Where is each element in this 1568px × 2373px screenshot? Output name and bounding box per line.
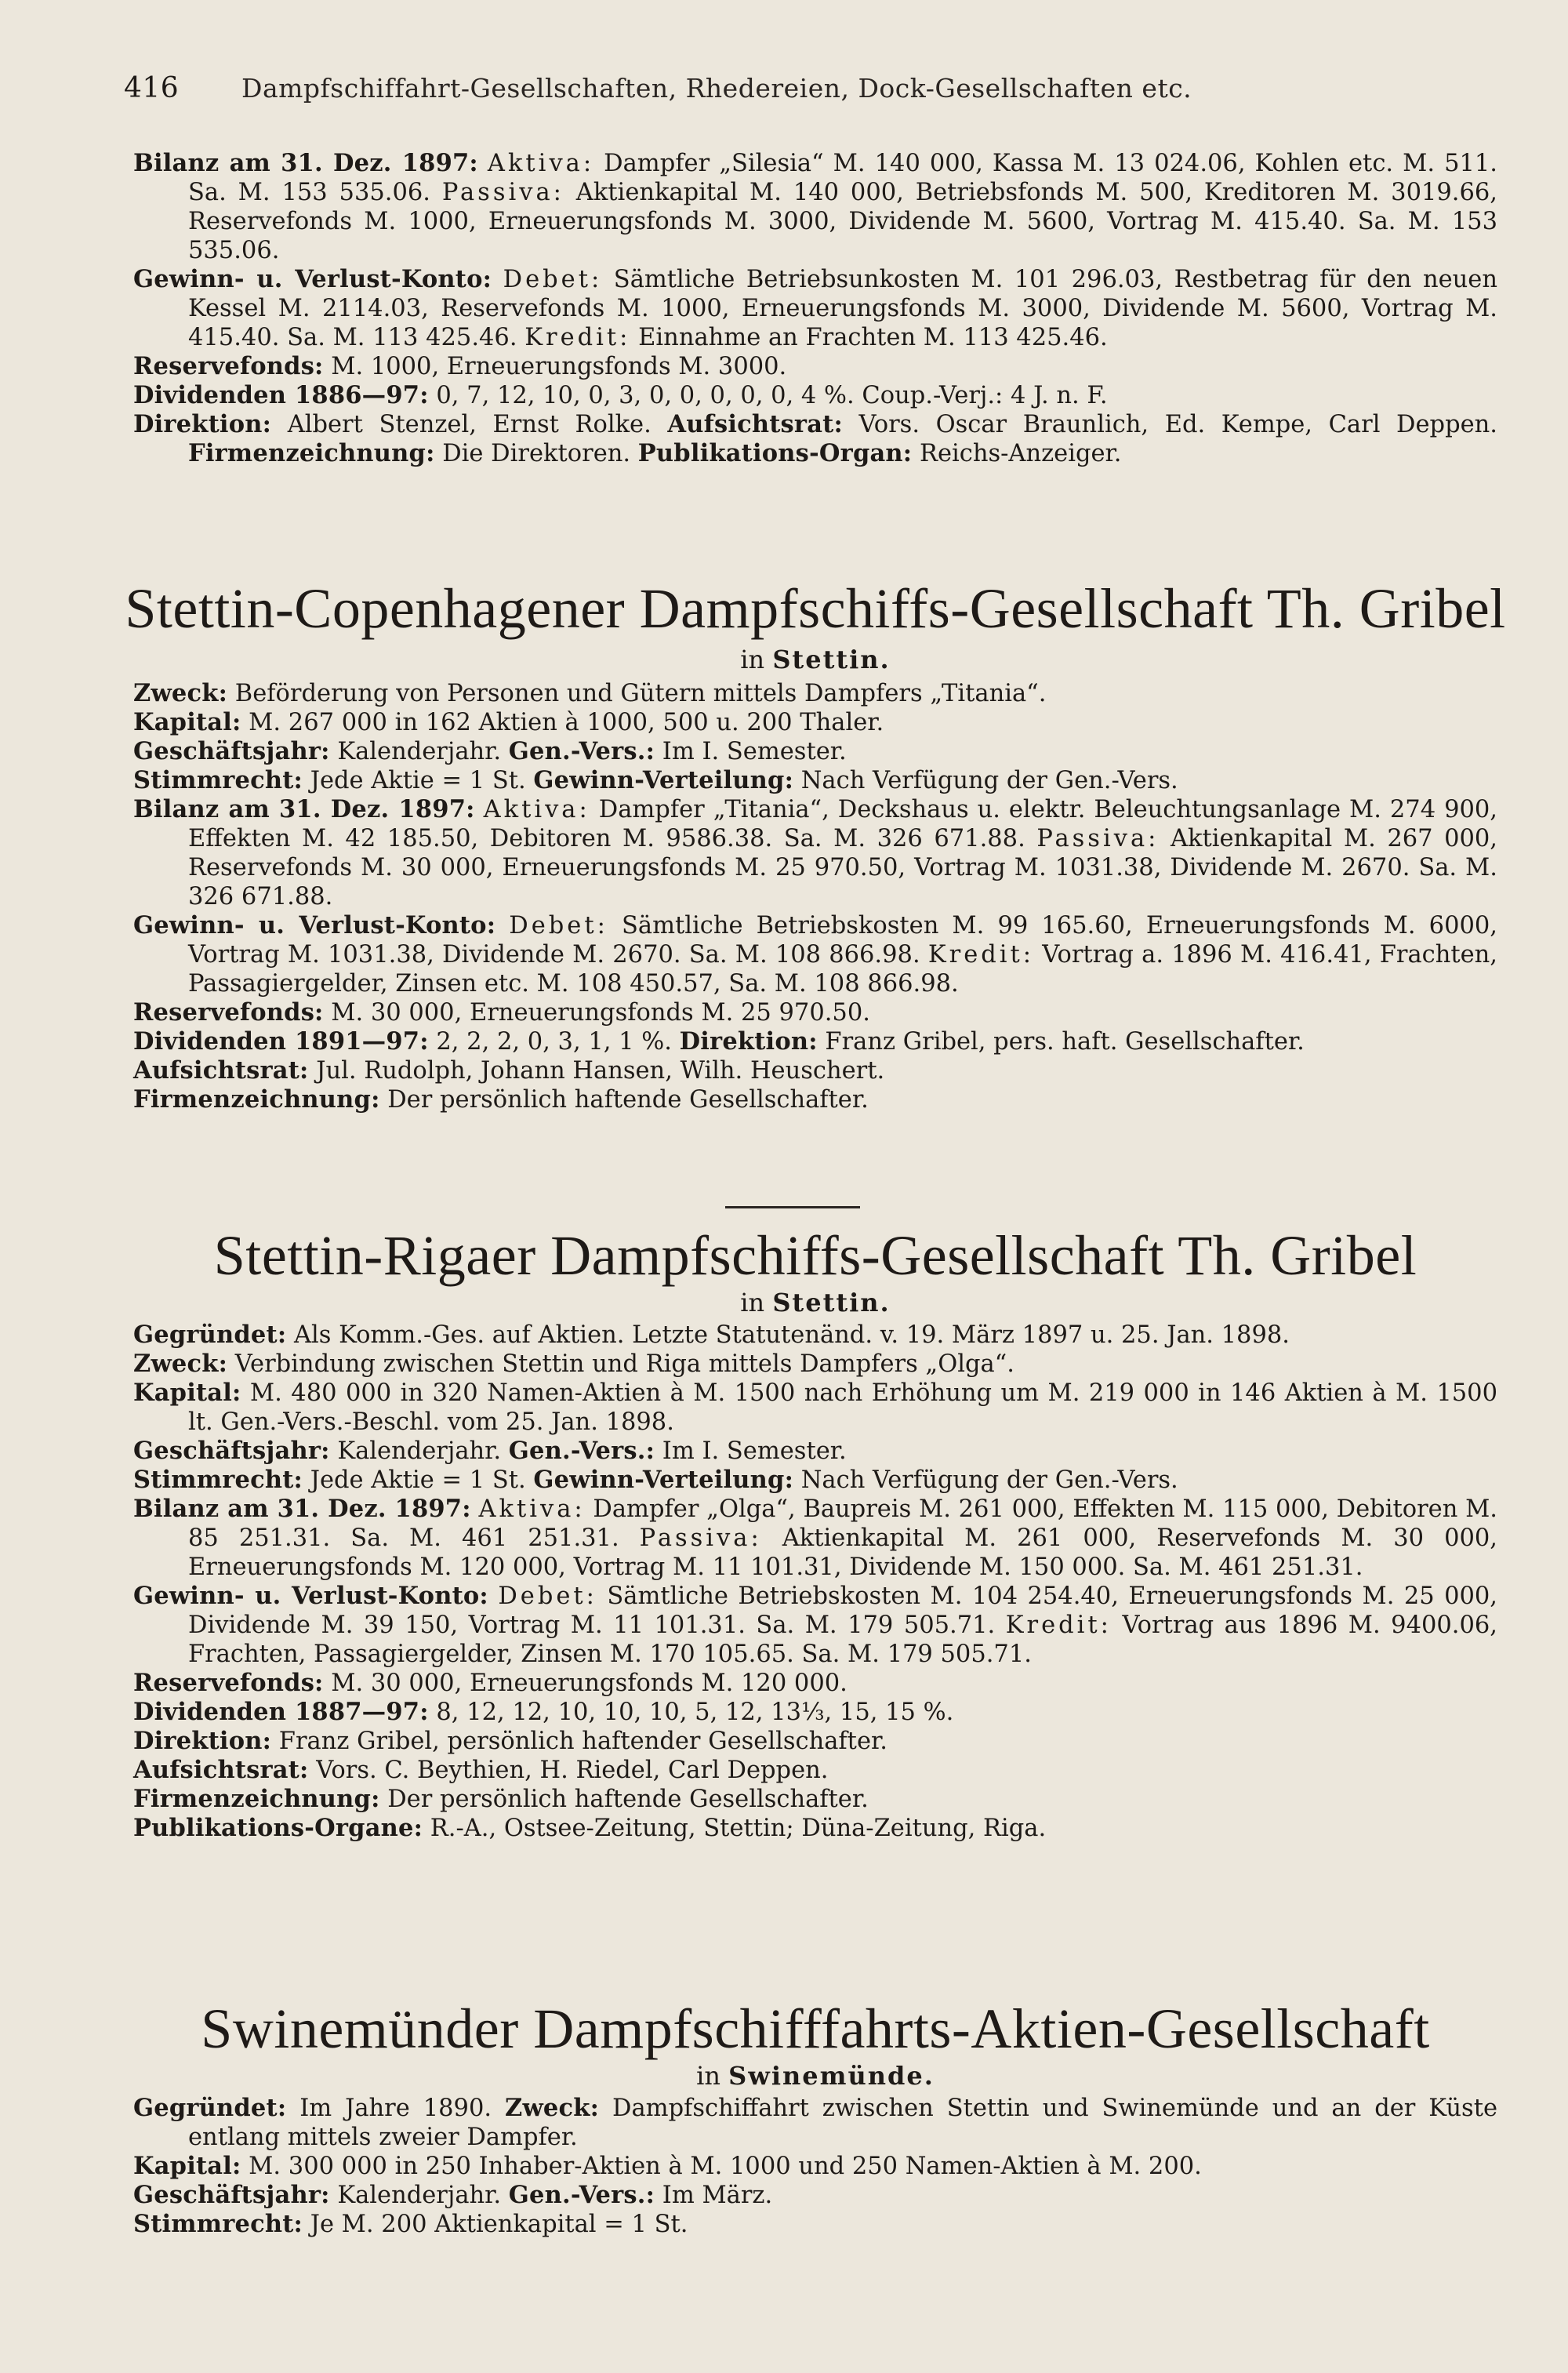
label: Firmenzeichnung: <box>133 1785 380 1813</box>
entry-direktion <box>133 410 1497 468</box>
text: Dampfer „Olga“, Baupreis M. 261 000, Effekten M. 115 000, Debitoren M. 85 251.31. Sa. M. 461 251.31. <box>188 1495 1498 1552</box>
entry-aufsichtsrat <box>133 1756 1497 1785</box>
text: 2, 2, 2, 0, 3, 1, 1 %. <box>428 1028 680 1056</box>
text: Reichs-Anzeiger. <box>912 440 1122 467</box>
label-kredit: Kredit: <box>927 941 1035 968</box>
label-aktiva: Aktiva: <box>478 1495 586 1523</box>
section-location <box>118 645 1513 674</box>
entry-reservefonds <box>133 998 1497 1027</box>
text: Im März. <box>655 2182 773 2209</box>
label: Reservefonds: <box>133 998 324 1027</box>
text: Aktienkapital M. 140 000, Betriebsfonds M. 500, Kreditoren M. 3019.66, Reservefonds M. 1000, Erneuerungsfonds M. 3000, Dividende M. 5600, Vortrag M. 415.40. Sa. M. 153 535.06. <box>188 179 1497 264</box>
entry-direktion <box>133 1727 1497 1756</box>
text: Beförderung von Personen und Gütern mittels Dampfers „Titania“. <box>227 680 1047 707</box>
section-title-copenhagen: Stettin-Copenhagener Dampfschiffs-Gesellschaft Th. Gribel <box>125 577 1506 640</box>
label-debet: Debet: <box>503 266 603 293</box>
label-debet: Debet: <box>509 912 608 939</box>
text: Franz Gribel, persönlich haftender Gesellschafter. <box>271 1728 887 1755</box>
label: Gewinn-Verteilung: <box>533 766 794 794</box>
text: M. 300 000 in 250 Inhaber-Aktien à M. 1000 und 250 Namen-Aktien à M. 200. <box>241 2153 1202 2180</box>
text: Nach Verfügung der Gen.-Vers. <box>793 1466 1178 1494</box>
entry-gegruendet <box>133 2094 1497 2152</box>
label: Gewinn- u. Verlust-Konto: <box>133 265 492 293</box>
label: Geschäftsjahr: <box>133 2181 330 2209</box>
label: Publikations-Organe: <box>133 1814 423 1842</box>
text: Im I. Semester. <box>655 1437 847 1465</box>
entry-geschaeftsjahr <box>133 1437 1497 1466</box>
entry-geschaeftsjahr <box>133 737 1497 766</box>
label: Gen.-Vers.: <box>508 2181 655 2209</box>
label: Reservefonds: <box>133 1669 324 1697</box>
text: Kalenderjahr. <box>329 1437 509 1465</box>
label-kredit: Kredit: <box>524 324 631 351</box>
label: Dividenden 1891—97: <box>133 1027 429 1056</box>
text: Aktienkapital M. 267 000, Reservefonds M. 30 000, Erneuerungsfonds M. 25 970.50, Vortrag M. 1031.38, Dividende M. 2670. Sa. M. 326 671.88. <box>188 825 1497 910</box>
text: Albert Stenzel, Ernst Rolke. <box>271 411 668 438</box>
text: Jede Aktie = 1 St. <box>303 1466 534 1494</box>
entry-gegruendet <box>133 1321 1497 1350</box>
label: Zweck: <box>133 1350 228 1378</box>
text: Jede Aktie = 1 St. <box>303 767 534 794</box>
label: Gegründet: <box>133 1321 287 1349</box>
text: Je M. 200 Aktienkapital = 1 St. <box>303 2211 688 2238</box>
text: Vortrag a. 1896 M. 416.41, Frachten, Passagiergelder, Zinsen etc. M. 108 450.57, Sa. M. 108 866.98. <box>188 941 1497 998</box>
page-header <box>124 72 1504 104</box>
text: Kalenderjahr. <box>329 738 509 765</box>
label: Geschäftsjahr: <box>133 737 330 765</box>
entry-firmenzeichnung <box>133 1085 1497 1114</box>
text: Der persönlich haftende Gesellschafter. <box>379 1786 869 1813</box>
text: Einnahme an Frachten M. 113 425.46. <box>630 324 1108 351</box>
label: Zweck: <box>505 2094 600 2122</box>
section-title-swinemuende: Swinemünder Dampfschifffahrts-Aktien-Gesellschaft <box>201 1997 1430 2060</box>
label: Direktion: <box>679 1027 818 1056</box>
label: Aufsichtsrat: <box>133 1756 309 1784</box>
label-aktiva: Aktiva: <box>483 796 590 823</box>
label: Gewinn-Verteilung: <box>533 1466 794 1494</box>
label: Kapital: <box>133 1379 241 1407</box>
text: Vors. C. Beythien, H. Riedel, Carl Deppen. <box>308 1757 829 1784</box>
entry-gewinn-verlust <box>133 1582 1497 1669</box>
label: Gegründet: <box>133 2094 287 2122</box>
section-title-riga: Stettin-Rigaer Dampfschiffs-Gesellschaft Th. Gribel <box>213 1224 1417 1287</box>
text: Im Jahre 1890. <box>286 2095 505 2122</box>
text: R.-A., Ostsee-Zeitung, Stettin; Düna-Zeitung, Riga. <box>423 1815 1047 1842</box>
label: Dividenden 1886—97: <box>133 381 429 409</box>
text: Der persönlich haftende Gesellschafter. <box>379 1086 869 1114</box>
label: Direktion: <box>133 410 272 438</box>
section-riga <box>133 1321 1497 1843</box>
label: Gewinn- u. Verlust-Konto: <box>133 1582 488 1610</box>
text: Franz Gribel, pers. haft. Gesellschafter. <box>817 1028 1305 1056</box>
entry-reservefonds <box>133 352 1497 381</box>
label: Dividenden 1887—97: <box>133 1698 429 1726</box>
text: M. 30 000, Erneuerungsfonds M. 120 000. <box>323 1670 848 1697</box>
entry-kapital <box>133 708 1497 737</box>
text: M. 480 000 in 320 Namen-Aktien à M. 1500 nach Erhöhung um M. 219 000 in 146 Aktien à M. 1500 lt. Gen.-Vers.-Beschl. vom 25. Jan. 1898. <box>188 1379 1497 1436</box>
entry-bilanz <box>133 149 1497 265</box>
text: Sämtliche Betriebskosten M. 104 254.40, Erneuerungsfonds M. 25 000, Dividende M. 39 150, Vortrag M. 11 101.31. Sa. M. 179 505.71. <box>188 1583 1498 1639</box>
label: Aufsichtsrat: <box>667 410 843 438</box>
text: in <box>740 1288 773 1317</box>
section-location <box>118 1288 1513 1317</box>
entry-aufsichtsrat <box>133 1056 1497 1085</box>
entry-kapital <box>133 2152 1497 2181</box>
label: Stimmrecht: <box>133 1466 303 1494</box>
label: Gen.-Vers.: <box>508 1437 655 1465</box>
text: in <box>740 645 773 674</box>
text: Sämtliche Betriebskosten M. 99 165.60, Erneuerungsfonds M. 6000, Vortrag M. 1031.38, Dividende M. 2670. Sa. M. 108 866.98. <box>188 912 1497 968</box>
entry-publikations-organe <box>133 1814 1497 1843</box>
text: in <box>696 2061 729 2091</box>
label: Kapital: <box>133 2152 241 2180</box>
entry-gewinn-verlust <box>133 265 1497 352</box>
label: Gewinn- u. Verlust-Konto: <box>133 911 496 939</box>
text: Nach Verfügung der Gen.-Vers. <box>793 767 1178 794</box>
label: Publikations-Organ: <box>637 439 913 467</box>
label-passiva: Passiva: <box>1036 825 1160 852</box>
label: Firmenzeichnung: <box>188 439 435 467</box>
text: Im I. Semester. <box>655 738 847 765</box>
label-kredit: Kredit: <box>1005 1612 1112 1639</box>
entry-zweck <box>133 1350 1497 1379</box>
text: M. 267 000 in 162 Aktien à 1000, 500 u. 200 Thaler. <box>241 709 884 736</box>
section-continuation <box>133 149 1497 468</box>
running-title: Dampfschiffahrt-Gesellschaften, Rhedereien, Dock-Gesellschaften etc. <box>241 73 1192 104</box>
entry-bilanz <box>133 1495 1497 1582</box>
text: Sämtliche Betriebsunkosten M. 101 296.03, Restbetrag für den neuen Kessel M. 2114.03, Reservefonds M. 1000, Erneuerungsfonds M. 3000, Dividende M. 5600, Vortrag M. 415.40. Sa. M. 113 425.46. <box>188 266 1497 351</box>
label: Stimmrecht: <box>133 2210 303 2238</box>
label: Reservefonds: <box>133 352 324 380</box>
text: Kalenderjahr. <box>329 2182 509 2209</box>
text: Die Direktoren. <box>434 440 638 467</box>
entry-gewinn-verlust <box>133 911 1497 998</box>
label: Stimmrecht: <box>133 766 303 794</box>
entry-geschaeftsjahr <box>133 2181 1497 2210</box>
label: Firmenzeichnung: <box>133 1085 380 1114</box>
text: 8, 12, 12, 10, 10, 10, 5, 12, 13⅓, 15, 15 %. <box>428 1699 954 1726</box>
text: Aktienkapital M. 261 000, Reservefonds M. 30 000, Erneuerungsfonds M. 120 000, Vortrag M. 11 101.31, Dividende M. 150 000. Sa. M. 461 251.31. <box>188 1524 1498 1581</box>
text: Vortrag aus 1896 M. 9400.06, Frachten, Passagiergelder, Zinsen M. 170 105.65. Sa. M. 179 505.71. <box>188 1612 1497 1668</box>
label: Gen.-Vers.: <box>508 737 655 765</box>
entry-stimmrecht <box>133 2210 1497 2239</box>
city: Stettin. <box>772 645 891 674</box>
label: Bilanz am 31. Dez. 1897: <box>133 1495 471 1523</box>
label: Bilanz am 31. Dez. 1897: <box>133 149 478 177</box>
label: Geschäftsjahr: <box>133 1437 330 1465</box>
city: Swinemünde. <box>728 2061 935 2091</box>
label-passiva: Passiva: <box>639 1524 762 1552</box>
entry-reservefonds <box>133 1669 1497 1698</box>
text: Dampfer „Silesia“ M. 140 000, Kassa M. 13 024.06, Kohlen etc. M. 511. Sa. M. 153 535.06. <box>188 150 1497 206</box>
section-divider <box>725 1206 860 1208</box>
label: Zweck: <box>133 679 228 707</box>
section-swinemuende <box>133 2094 1497 2239</box>
text: Dampfschiffahrt zwischen Stettin und Swinemünde und an der Küste entlang mittels zweier Dampfer. <box>188 2095 1498 2151</box>
entry-stimmrecht <box>133 766 1497 795</box>
text: Vors. Oscar Braunlich, Ed. Kempe, Carl Deppen. <box>842 411 1497 438</box>
text: Als Komm.-Ges. auf Aktien. Letzte Statutenänd. v. 19. März 1897 u. 25. Jan. 1898. <box>286 1321 1290 1349</box>
entry-firmenzeichnung <box>133 1785 1497 1814</box>
section-location <box>118 2061 1513 2091</box>
entry-kapital <box>133 1379 1497 1437</box>
entry-dividenden <box>133 381 1497 410</box>
city: Stettin. <box>772 1288 891 1317</box>
text: Jul. Rudolph, Johann Hansen, Wilh. Heuschert. <box>308 1057 885 1085</box>
entry-bilanz <box>133 795 1497 911</box>
text: M. 30 000, Erneuerungsfonds M. 25 970.50. <box>323 999 870 1027</box>
entry-dividenden <box>133 1698 1497 1727</box>
entry-dividenden <box>133 1027 1497 1056</box>
text: M. 1000, Erneuerungsfonds M. 3000. <box>323 353 787 380</box>
entry-stimmrecht <box>133 1466 1497 1495</box>
text: Verbindung zwischen Stettin und Riga mittels Dampfers „Olga“. <box>227 1350 1014 1378</box>
page-number: 416 <box>124 72 180 104</box>
text: 0, 7, 12, 10, 0, 3, 0, 0, 0, 0, 0, 4 %. Coup.-Verj.: 4 J. n. F. <box>428 382 1108 409</box>
label: Bilanz am 31. Dez. 1897: <box>133 795 475 823</box>
label: Kapital: <box>133 708 241 736</box>
label-passiva: Passiva: <box>441 179 564 206</box>
label-aktiva: Aktiva: <box>487 150 595 177</box>
label-debet: Debet: <box>498 1583 597 1610</box>
label: Aufsichtsrat: <box>133 1056 309 1085</box>
section-copenhagen <box>133 679 1497 1114</box>
text: Dampfer „Titania“, Deckshaus u. elektr. Beleuchtungsanlage M. 274 900, Effekten M. 42 185.50, Debitoren M. 9586.38. Sa. M. 326 671.88. <box>188 796 1497 852</box>
entry-zweck <box>133 679 1497 708</box>
label: Direktion: <box>133 1727 272 1755</box>
